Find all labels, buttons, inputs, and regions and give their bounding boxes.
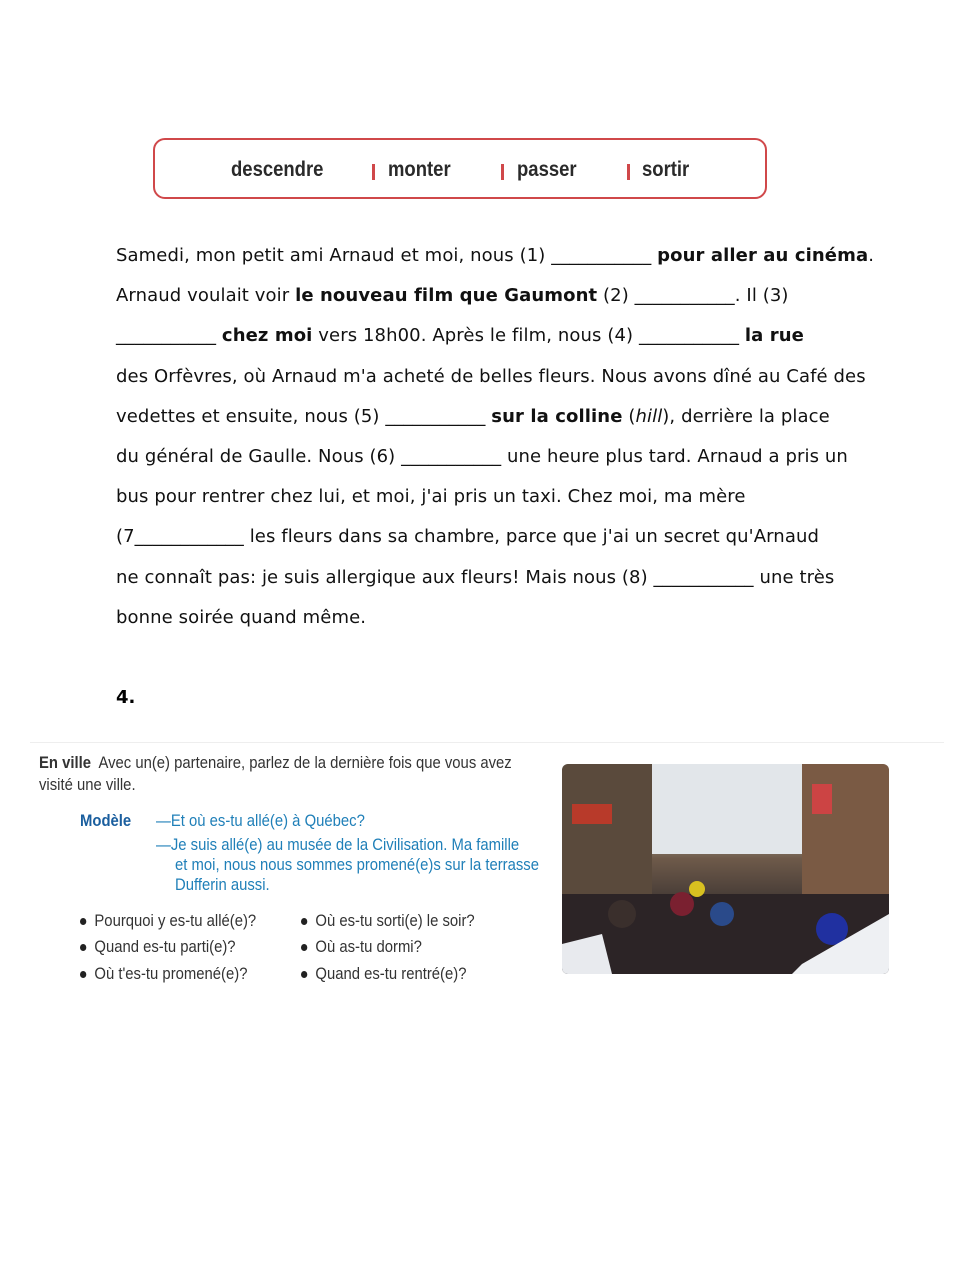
question-item: Où as-tu dormi?: [301, 938, 422, 957]
text-segment: bonne soirée quand même.: [116, 606, 367, 628]
bold-phrase: le nouveau film que Gaumont: [295, 285, 598, 307]
text-segment: Samedi, mon petit ami Arnaud et moi, nous (1) ___________: [116, 245, 658, 266]
paragraph-line: [116, 526, 819, 547]
text-segment: (2) ___________. Il (3): [597, 285, 789, 307]
word-bank-item: monter: [388, 158, 451, 181]
word-bank-item: descendre: [231, 158, 324, 181]
question-item: Pourquoi y es-tu allé(e)?: [80, 912, 256, 931]
section-number: 4.: [116, 687, 136, 708]
text-segment: ), derrière la place: [662, 405, 830, 427]
word-separator: [501, 164, 504, 180]
paragraph-line: [116, 285, 789, 306]
paragraph-line: [116, 325, 804, 346]
model-label: Modèle: [80, 812, 132, 830]
question-item: Quand es-tu rentré(e)?: [301, 965, 466, 984]
text-segment: des Orfèvres, où Arnaud m'a acheté de belles fleurs. Nous avons dîné au Café des: [116, 365, 866, 387]
instruction-text: Avec un(e) partenaire, parlez de la dernière fois que vous avez: [98, 754, 512, 772]
model-line: —Et où es-tu allé(e) à Québec?: [156, 812, 365, 830]
text-segment: ne connaît pas: je suis allergique aux fleurs! Mais nous (8) ___________ une très: [116, 566, 835, 588]
text-segment: vedettes et ensuite, nous (5) ___________: [116, 405, 492, 427]
divider: [30, 742, 944, 743]
text-segment: ___________: [116, 325, 222, 347]
bold-phrase: chez moi: [221, 325, 313, 347]
bold-phrase: sur la colline: [491, 405, 623, 427]
question-item: Quand es-tu parti(e)?: [80, 938, 236, 957]
text-segment: Arnaud voulait voir: [116, 285, 296, 307]
paragraph-line: [116, 245, 874, 266]
text-segment: .: [868, 245, 875, 266]
word-bank-box: [153, 138, 767, 199]
bold-phrase: la rue: [744, 325, 804, 347]
paragraph-line: [116, 486, 746, 507]
activity-title: En ville: [39, 754, 92, 772]
activity-instruction: [39, 754, 512, 773]
quebec-street-photo: [562, 764, 889, 974]
word-bank-item: passer: [517, 158, 577, 181]
text-segment: hill: [635, 405, 663, 427]
word-bank-item: sortir: [642, 158, 690, 181]
instruction-text: visité une ville.: [39, 776, 136, 794]
question-item: Où es-tu sorti(e) le soir?: [301, 912, 475, 931]
model-line: —Je suis allé(e) au musée de la Civilisation. Ma famille: [156, 836, 520, 854]
paragraph-line: [116, 406, 830, 427]
paragraph-line: [116, 366, 866, 387]
word-separator: [372, 164, 375, 180]
paragraph-line: [116, 607, 366, 628]
model-line: et moi, nous nous sommes promené(e)s sur la terrasse: [175, 856, 539, 874]
text-segment: (7____________ les fleurs dans sa chambre, parce que j'ai un secret qu'Arnaud: [116, 526, 819, 548]
question-item: Où t'es-tu promené(e)?: [80, 965, 247, 984]
paragraph-line: [116, 446, 848, 467]
paragraph-line: [116, 567, 834, 588]
text-segment: (: [622, 405, 636, 427]
bold-phrase: pour aller au cinéma: [657, 245, 869, 266]
text-segment: bus pour rentrer chez lui, et moi, j'ai pris un taxi. Chez moi, ma mère: [116, 486, 746, 508]
word-separator: [627, 164, 630, 180]
text-segment: vers 18h00. Après le film, nous (4) ___________: [312, 325, 745, 347]
photo-illustration: [562, 764, 889, 974]
text-segment: du général de Gaulle. Nous (6) ___________ une heure plus tard. Arnaud a pris un: [116, 446, 848, 467]
model-line: Dufferin aussi.: [175, 876, 270, 894]
